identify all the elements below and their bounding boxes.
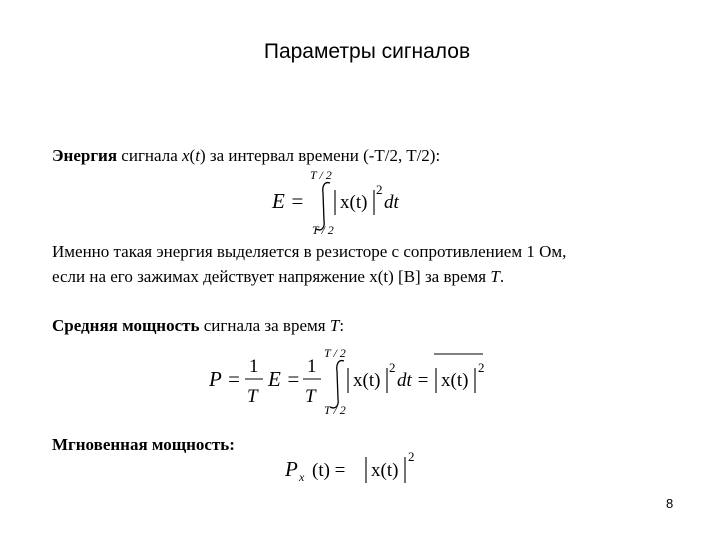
mean-power-colon: : (339, 316, 345, 335)
fraction-1-numerator: 1 (249, 356, 259, 377)
instant-formula-integrand: x(t) (371, 460, 399, 481)
energy-formula-power: 2 (376, 182, 383, 197)
slide-title: Параметры сигналов (263, 40, 471, 63)
energy-formula-dt: dt (384, 192, 399, 213)
instant-formula-power: 2 (408, 449, 415, 464)
energy-term: Энергия (52, 146, 118, 165)
mean-power-formula (205, 344, 505, 418)
mean-power-var-t: T (329, 316, 340, 335)
power-formula-dt: dt = (397, 370, 430, 391)
power-formula-lower-limit: T / 2 (324, 403, 346, 417)
energy-var-t: t (195, 146, 200, 165)
power-formula-power: 2 (389, 360, 396, 375)
energy-text-2: ( (189, 146, 196, 165)
power-formula-e: E = (268, 367, 301, 391)
explanation-text: если на его зажимах действует напряжение x(t) [В] за время (52, 267, 491, 286)
instant-formula-arg: (t) = (312, 460, 346, 481)
page-number: 8 (666, 496, 674, 511)
instant-formula-subscript: x (299, 470, 305, 484)
instant-formula-p: P (285, 457, 298, 481)
power-formula-p: P = (209, 367, 241, 391)
energy-formula-lower-limit: T / 2 (312, 223, 334, 236)
power-formula-integrand: x(t) (353, 370, 381, 391)
energy-text-3: ) за интервал времени (-T/2, T/2): (199, 146, 441, 165)
explanation-line-2 (52, 264, 692, 289)
fraction-2-numerator: 1 (307, 356, 317, 377)
fraction-1-denominator: T (247, 386, 258, 407)
mean-power-text: сигнала за время (199, 316, 330, 335)
fraction-2-denominator: T (305, 386, 316, 407)
mean-power-term: Средняя мощность (52, 316, 200, 335)
energy-formula (260, 166, 420, 236)
energy-formula-upper-limit: T / 2 (310, 168, 332, 182)
energy-text-1: сигнала (117, 146, 182, 165)
instant-power-term: Мгновенная мощность: (52, 435, 235, 454)
average-power: 2 (478, 360, 485, 375)
integral-sign (330, 361, 344, 408)
energy-formula-lhs: E = (272, 189, 305, 213)
power-formula-upper-limit: T / 2 (324, 346, 346, 360)
energy-formula-integrand: x(t) (340, 192, 368, 213)
energy-var-x: x (181, 146, 190, 165)
mean-power-definition (52, 313, 692, 338)
energy-definition (52, 143, 692, 168)
explanation-line-1: Именно такая энергия выделяется в резисторе с сопротивлением 1 Ом, (52, 242, 567, 261)
instant-power-formula (283, 448, 433, 494)
average-integrand: x(t) (441, 370, 469, 391)
explanation-end: . (499, 267, 505, 286)
explanation-var-t: T (490, 267, 500, 286)
